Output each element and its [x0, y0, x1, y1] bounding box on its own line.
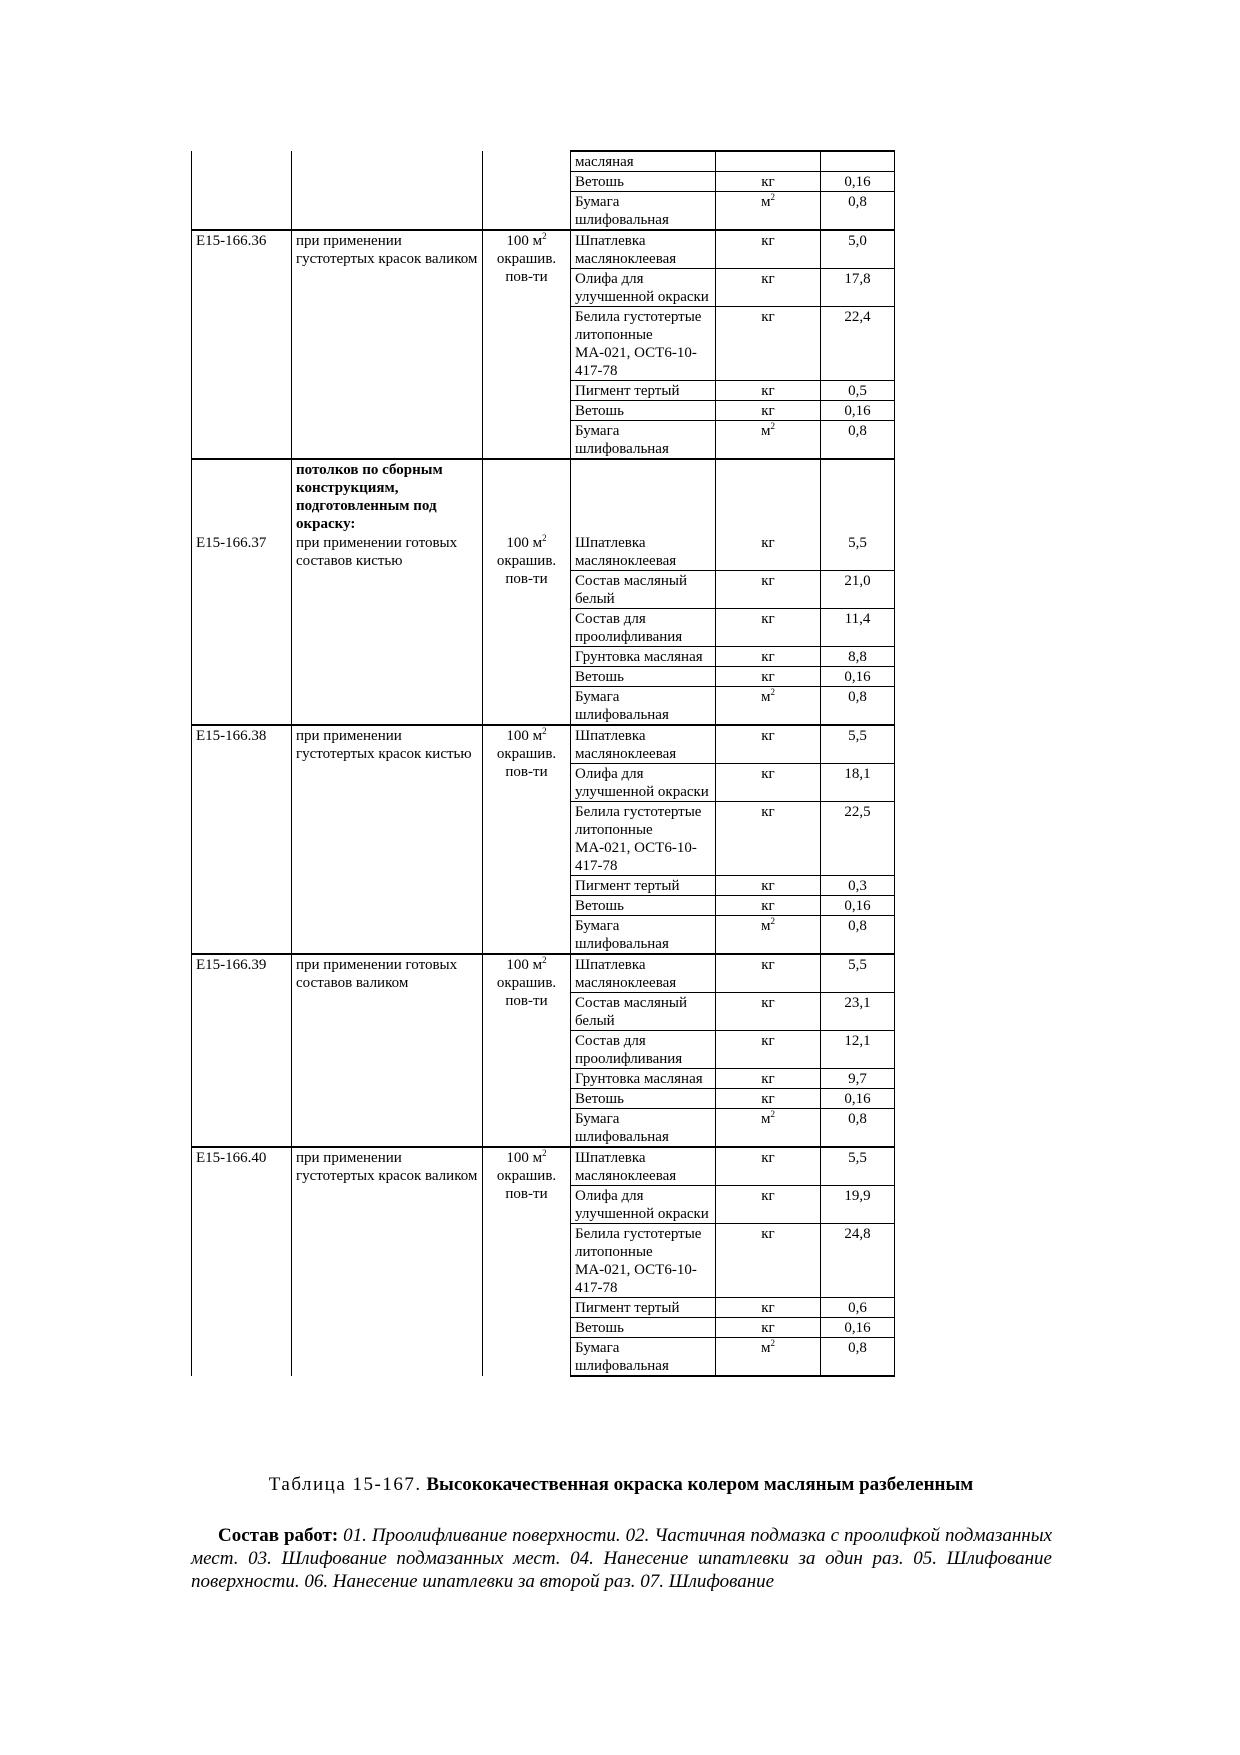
unit-text: кг — [761, 174, 775, 190]
resource-qty — [821, 1147, 895, 1186]
norm-measure: 100 $м^2$ окрашив. пов-ти — [483, 230, 571, 459]
resource-name-text: Ветошь — [575, 1320, 624, 1336]
resource-qty — [821, 1069, 895, 1089]
resource-qty — [821, 667, 895, 687]
resource-qty-text: 12,1 — [844, 1033, 871, 1049]
resource-qty — [821, 307, 895, 381]
empty-cell — [192, 459, 292, 533]
resource-qty-text: 0,3 — [848, 878, 867, 894]
resource-unit — [716, 667, 821, 687]
norm-description — [292, 725, 483, 954]
superscript: 2 — [542, 231, 547, 241]
unit-text: кг — [761, 535, 775, 551]
norm-code — [192, 954, 292, 1147]
resource-name-text: Ветошь — [575, 669, 624, 685]
resource-unit: $м^2$ — [716, 1338, 821, 1377]
resource-unit — [716, 230, 821, 269]
resource-unit — [716, 151, 821, 172]
resource-qty — [821, 1031, 895, 1069]
empty-cell — [292, 172, 483, 192]
resource-name — [571, 1298, 716, 1318]
resource-unit — [716, 381, 821, 401]
norm-description — [292, 1147, 483, 1376]
superscript: 2 — [542, 726, 547, 736]
unit-text: кг — [761, 1300, 775, 1316]
resource-qty — [821, 1318, 895, 1338]
resource-qty-text: 0,8 — [848, 423, 867, 439]
superscript: 2 — [770, 687, 775, 697]
work-text: 01. Проолифливание поверхности. 02. Частичная подмазка с проолифкой подмазанных мест. 03. Шлифование подмазанных мест. 04. Нанесение шпатлевки за один раз. 05. Шлифование поверхности. 06. Нанесение шпатлевки за второй раз. 07. Шлифование — [191, 1525, 1053, 1592]
resource-unit — [716, 609, 821, 647]
resource-name-text: Бумага шлифовальная — [575, 194, 669, 228]
resource-qty-text: 5,5 — [848, 535, 867, 551]
resource-name — [571, 1031, 716, 1069]
resource-name — [571, 421, 716, 460]
resource-name-text: Шпатлевка масляноклеевая — [575, 957, 677, 991]
resource-qty — [821, 269, 895, 307]
unit-text: кг — [761, 383, 775, 399]
resource-qty-text: 24,8 — [844, 1226, 871, 1242]
superscript: 2 — [770, 1338, 775, 1348]
resource-name — [571, 1224, 716, 1298]
resource-unit — [716, 993, 821, 1031]
resource-name-text: Шпатлевка масляноклеевая — [575, 728, 677, 762]
table-row — [192, 151, 895, 172]
empty-cell — [483, 172, 571, 192]
unit-text: кг — [761, 403, 775, 419]
resource-qty-text: 22,4 — [844, 309, 871, 325]
norm-description-text: при применении густотертых красок кистью — [296, 728, 472, 762]
resource-name — [571, 192, 716, 231]
unit-text: кг — [761, 309, 775, 325]
unit-text: кг — [761, 669, 775, 685]
resource-name — [571, 764, 716, 802]
superscript: 2 — [542, 1148, 547, 1158]
resource-name — [571, 307, 716, 381]
superscript: 2 — [770, 421, 775, 431]
resource-qty — [821, 381, 895, 401]
resource-qty-text: 0,16 — [844, 898, 871, 914]
resource-name — [571, 916, 716, 955]
resource-name-text: Ветошь — [575, 403, 624, 419]
resource-name-text: Грунтовка масляная — [575, 649, 703, 665]
subheading-cell — [292, 459, 483, 533]
resource-unit — [716, 533, 821, 571]
empty-cell — [483, 459, 571, 533]
norm-table — [191, 150, 895, 1377]
resource-qty-text: 0,16 — [844, 669, 871, 685]
resource-qty-text: 8,8 — [848, 649, 867, 665]
resource-name — [571, 802, 716, 876]
resource-name-text: Бумага шлифовальная — [575, 423, 669, 457]
resource-name-text: Белила густотертые литопонные МА-021, ОСТ6-10-417-78 — [575, 309, 702, 379]
resource-unit — [716, 1186, 821, 1224]
resource-unit — [716, 172, 821, 192]
unit-text: кг — [761, 957, 775, 973]
resource-name-text: Пигмент тертый — [575, 1300, 680, 1316]
resource-name-text: Олифа для улучшенной окраски — [575, 1188, 709, 1222]
resource-unit: $м^2$ — [716, 687, 821, 726]
resource-qty-text: 0,8 — [848, 194, 867, 210]
resource-qty-text: 0,8 — [848, 689, 867, 705]
unit-text: кг — [761, 611, 775, 627]
resource-qty — [821, 1338, 895, 1377]
superscript: 2 — [542, 955, 547, 965]
norm-measure: 100 $м^2$ окрашив. пов-ти — [483, 725, 571, 954]
resource-qty-text: 17,8 — [844, 271, 871, 287]
resource-name — [571, 896, 716, 916]
resource-qty-text: 0,6 — [848, 1300, 867, 1316]
resource-unit — [716, 725, 821, 764]
table-row — [192, 954, 895, 993]
empty-cell — [571, 459, 716, 533]
resource-qty — [821, 533, 895, 571]
resource-qty-text: 0,16 — [844, 403, 871, 419]
resource-name — [571, 954, 716, 993]
resource-unit — [716, 764, 821, 802]
norm-code-text: Е15-166.40 — [196, 1150, 267, 1166]
empty-cell — [192, 172, 292, 192]
table-row — [192, 230, 895, 269]
resource-qty-text: 11,4 — [844, 611, 871, 627]
empty-cell — [192, 192, 292, 231]
norm-measure: 100 $м^2$ окрашив. пов-ти — [483, 1147, 571, 1376]
unit-text: кг — [761, 804, 775, 820]
resource-name — [571, 1318, 716, 1338]
work-label: Состав работ: — [218, 1525, 339, 1546]
work-composition — [191, 1524, 1052, 1593]
empty-cell — [821, 459, 895, 533]
resource-name — [571, 647, 716, 667]
unit-text: кг — [761, 1091, 775, 1107]
resource-name — [571, 725, 716, 764]
resource-name-text: Бумага шлифовальная — [575, 1340, 669, 1374]
table-row — [192, 533, 895, 571]
resource-unit: $м^2$ — [716, 916, 821, 955]
resource-qty — [821, 1089, 895, 1109]
resource-unit — [716, 1147, 821, 1186]
resource-name-text: Состав масляный белый — [575, 573, 687, 607]
resource-qty-text: 0,8 — [848, 1340, 867, 1356]
resource-qty — [821, 687, 895, 726]
empty-cell — [483, 192, 571, 231]
resource-unit — [716, 954, 821, 993]
resource-qty — [821, 896, 895, 916]
subheading-text: потолков по сборным конструкциям, подготовленным под окраску: — [296, 462, 443, 532]
unit-text: кг — [761, 878, 775, 894]
unit-text: кг — [761, 1188, 775, 1204]
empty-cell — [716, 459, 821, 533]
unit-text: кг — [761, 271, 775, 287]
resource-qty-text: 0,5 — [848, 383, 867, 399]
empty-cell — [292, 151, 483, 172]
resource-unit: $м^2$ — [716, 421, 821, 460]
resource-name-text: Бумага шлифовальная — [575, 689, 669, 723]
resource-name — [571, 172, 716, 192]
resource-qty-text: 19,9 — [844, 1188, 871, 1204]
resource-unit — [716, 269, 821, 307]
unit-text: кг — [761, 1226, 775, 1242]
resource-name — [571, 876, 716, 896]
resource-qty — [821, 1298, 895, 1318]
unit-text: кг — [761, 573, 775, 589]
norm-description-text: при применении густотертых красок валиком — [296, 233, 478, 267]
table-caption — [191, 1473, 1051, 1497]
resource-name-text: Пигмент тертый — [575, 878, 680, 894]
resource-name — [571, 1338, 716, 1377]
resource-unit — [716, 1089, 821, 1109]
unit-text: кг — [761, 233, 775, 249]
resource-name — [571, 1089, 716, 1109]
empty-cell — [483, 151, 571, 172]
norm-code-text: Е15-166.37 — [196, 535, 267, 551]
table-row — [192, 725, 895, 764]
resource-name-text: Шпатлевка масляноклеевая — [575, 233, 677, 267]
table-row — [192, 1147, 895, 1186]
norm-code — [192, 725, 292, 954]
resource-name — [571, 401, 716, 421]
resource-name — [571, 151, 716, 172]
resource-qty — [821, 1109, 895, 1148]
resource-qty-text: 0,16 — [844, 174, 871, 190]
resource-qty — [821, 401, 895, 421]
resource-name-text: Пигмент тертый — [575, 383, 680, 399]
norm-code-text: Е15-166.39 — [196, 957, 267, 973]
resource-unit — [716, 1069, 821, 1089]
resource-name-text: Бумага шлифовальная — [575, 918, 669, 952]
resource-qty-text: 18,1 — [844, 766, 871, 782]
empty-cell — [292, 192, 483, 231]
resource-name-text: Ветошь — [575, 898, 624, 914]
norm-description-text: при применении готовых составов кистью — [296, 535, 458, 569]
table-row — [192, 172, 895, 192]
resource-qty-text: 22,5 — [844, 804, 871, 820]
resource-name-text: Состав масляный белый — [575, 995, 687, 1029]
resource-unit — [716, 1031, 821, 1069]
caption-label: Таблица 15-167. — [268, 1474, 422, 1495]
resource-name-text: Белила густотертые литопонные МА-021, ОСТ6-10-417-78 — [575, 804, 702, 874]
resource-qty — [821, 876, 895, 896]
resource-qty — [821, 172, 895, 192]
superscript: 2 — [770, 192, 775, 202]
unit-text: кг — [761, 1320, 775, 1336]
resource-name — [571, 1069, 716, 1089]
resource-name — [571, 230, 716, 269]
resource-unit — [716, 1298, 821, 1318]
unit-text: кг — [761, 1033, 775, 1049]
resource-qty — [821, 802, 895, 876]
resource-qty-text: 5,5 — [848, 728, 867, 744]
resource-name — [571, 269, 716, 307]
resource-qty — [821, 151, 895, 172]
resource-name — [571, 993, 716, 1031]
resource-unit — [716, 307, 821, 381]
resource-unit — [716, 571, 821, 609]
resource-name — [571, 533, 716, 571]
resource-qty — [821, 764, 895, 802]
resource-qty-text: 5,5 — [848, 957, 867, 973]
table-row — [192, 192, 895, 231]
resource-unit — [716, 1318, 821, 1338]
subheading-row — [192, 459, 895, 533]
resource-name-text: масляная — [575, 154, 634, 170]
resource-qty-text: 5,5 — [848, 1150, 867, 1166]
resource-name — [571, 1109, 716, 1148]
resource-name — [571, 1186, 716, 1224]
unit-text: кг — [761, 1071, 775, 1087]
resource-unit — [716, 876, 821, 896]
resource-qty — [821, 230, 895, 269]
resource-name — [571, 571, 716, 609]
unit-text: кг — [761, 728, 775, 744]
resource-unit — [716, 896, 821, 916]
superscript: 2 — [770, 1109, 775, 1119]
resource-qty-text: 21,0 — [844, 573, 871, 589]
norm-measure: 100 $м^2$ окрашив. пов-ти — [483, 954, 571, 1147]
resource-name-text: Олифа для улучшенной окраски — [575, 766, 709, 800]
resource-unit — [716, 647, 821, 667]
norm-description-text: при применении готовых составов валиком — [296, 957, 458, 991]
resource-qty — [821, 647, 895, 667]
norm-code — [192, 533, 292, 725]
resource-name-text: Ветошь — [575, 174, 624, 190]
resource-qty — [821, 916, 895, 955]
norm-measure: 100 $м^2$ окрашив. пов-ти — [483, 533, 571, 725]
resource-qty-text: 0,16 — [844, 1320, 871, 1336]
resource-unit — [716, 1224, 821, 1298]
resource-name-text: Белила густотертые литопонные МА-021, ОСТ6-10-417-78 — [575, 1226, 702, 1296]
resource-unit — [716, 401, 821, 421]
resource-name — [571, 687, 716, 726]
resource-qty — [821, 725, 895, 764]
superscript: 2 — [770, 916, 775, 926]
norm-description — [292, 954, 483, 1147]
resource-name-text: Грунтовка масляная — [575, 1071, 703, 1087]
norm-description — [292, 533, 483, 725]
resource-qty — [821, 192, 895, 231]
resource-qty — [821, 571, 895, 609]
unit-text: кг — [761, 898, 775, 914]
resource-qty — [821, 421, 895, 460]
resource-name — [571, 1147, 716, 1186]
resource-unit: $м^2$ — [716, 1109, 821, 1148]
resource-name-text: Шпатлевка масляноклеевая — [575, 1150, 677, 1184]
empty-cell — [192, 151, 292, 172]
unit-text: кг — [761, 995, 775, 1011]
resource-name-text: Ветошь — [575, 1091, 624, 1107]
resource-qty-text: 0,16 — [844, 1091, 871, 1107]
unit-text: кг — [761, 766, 775, 782]
resource-qty-text: 0,8 — [848, 918, 867, 934]
resource-qty — [821, 954, 895, 993]
resource-name — [571, 609, 716, 647]
resource-name — [571, 381, 716, 401]
resource-unit — [716, 802, 821, 876]
resource-name-text: Состав для проолифливания — [575, 1033, 683, 1067]
resource-unit: $м^2$ — [716, 192, 821, 231]
resource-qty — [821, 1186, 895, 1224]
resource-qty — [821, 609, 895, 647]
resource-qty-text: 0,8 — [848, 1111, 867, 1127]
norm-code-text: Е15-166.36 — [196, 233, 267, 249]
superscript: 2 — [542, 533, 547, 543]
resource-name-text: Бумага шлифовальная — [575, 1111, 669, 1145]
resource-qty-text: 5,0 — [848, 233, 867, 249]
norm-description-text: при применении густотертых красок валиком — [296, 1150, 478, 1184]
resource-qty-text: 23,1 — [844, 995, 871, 1011]
norm-code — [192, 1147, 292, 1376]
norm-code — [192, 230, 292, 459]
resource-name-text: Олифа для улучшенной окраски — [575, 271, 709, 305]
resource-qty — [821, 1224, 895, 1298]
unit-text: кг — [761, 1150, 775, 1166]
resource-qty-text: 9,7 — [848, 1071, 867, 1087]
unit-text: кг — [761, 649, 775, 665]
resource-name-text: Состав для проолифливания — [575, 611, 683, 645]
resource-qty — [821, 993, 895, 1031]
caption-title: Высококачественная окраска колером масляным разбеленным — [426, 1474, 974, 1495]
norm-description — [292, 230, 483, 459]
resource-name — [571, 667, 716, 687]
resource-name-text: Шпатлевка масляноклеевая — [575, 535, 677, 569]
norm-code-text: Е15-166.38 — [196, 728, 267, 744]
